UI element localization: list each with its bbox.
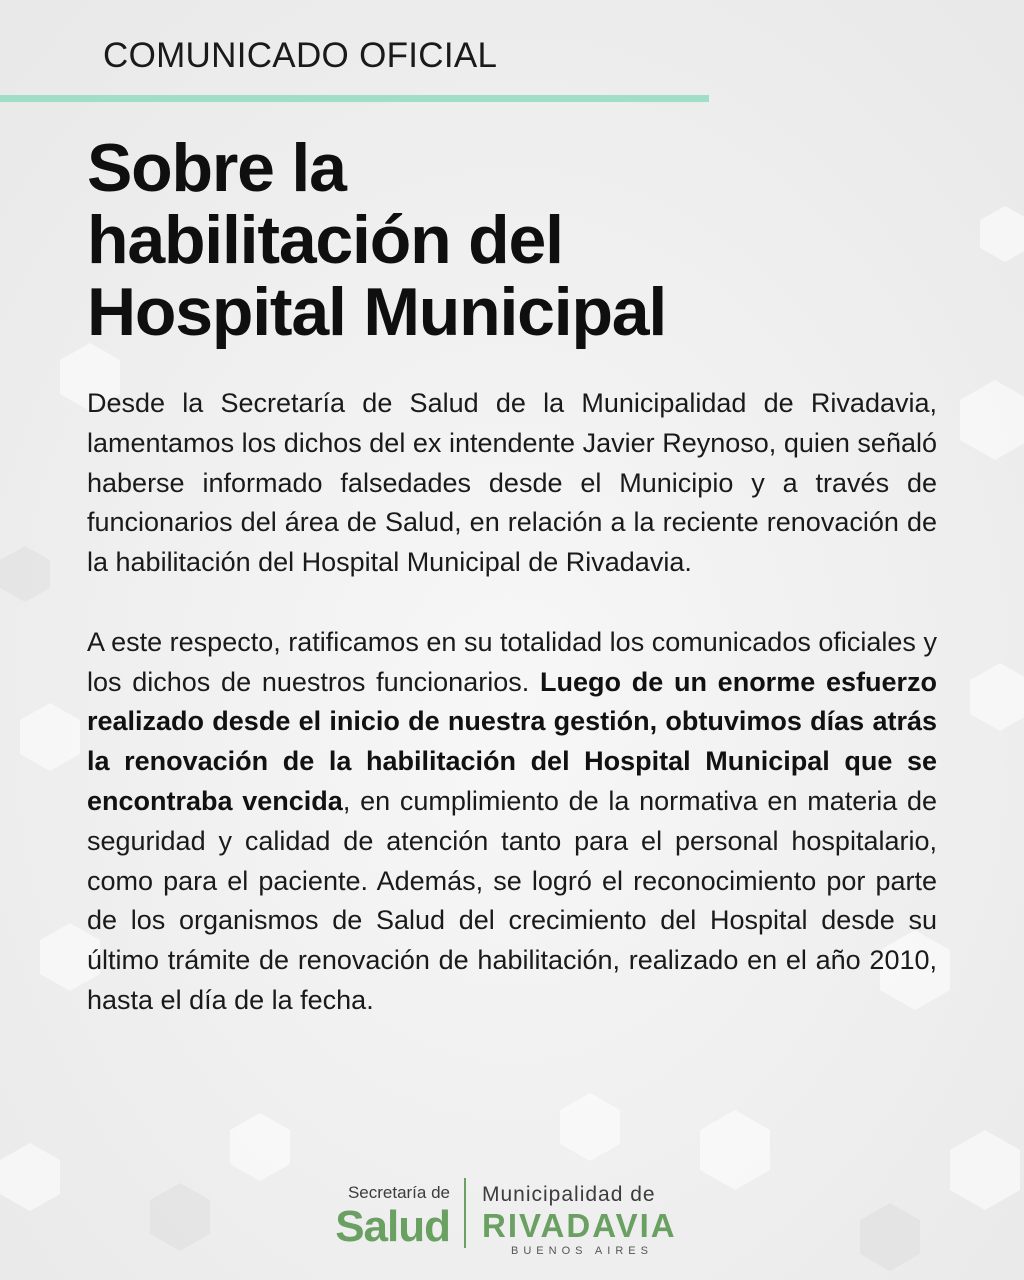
buenos-aires-label: BUENOS AIRES xyxy=(511,1245,653,1257)
footer-logos xyxy=(0,1176,1024,1256)
municipalidad-label: Municipalidad de xyxy=(482,1183,656,1206)
salud-label: Salud xyxy=(335,1202,450,1251)
statement-body xyxy=(87,384,937,1021)
title-line-1: Sobre la xyxy=(87,130,346,206)
paragraph-2-rest: , en cumplimiento de la normativa en materia de seguridad y calidad de atención tanto para el personal hospitalario, como para el paciente. Además, se logró el reconocimiento por parte de los organismos de Salud del crecimiento del Hospital desde su último trámite de renovación de habilitación, realizado en el año 2010, hasta el día de la fecha. xyxy=(87,785,937,1015)
title-line-2: habilitación del xyxy=(87,202,563,278)
page-title xyxy=(87,132,947,348)
logo-divider xyxy=(464,1178,466,1248)
paragraph-2-bold: Luego de un enorme esfuerzo realizado desde el inicio de nuestra gestión, obtuvimos días atrás la renovación de la habilitación del Hospital Municipal que se encontraba vencida xyxy=(87,666,937,816)
paragraph-2 xyxy=(87,623,937,1021)
title-line-3: Hospital Municipal xyxy=(87,274,667,350)
header-label: COMUNICADO OFICIAL xyxy=(103,36,498,75)
municipalidad-logo xyxy=(482,1182,722,1258)
paragraph-2-intro: A este respecto, ratificamos en su totalidad los comunicados oficiales y los dichos de nuestros funcionarios. xyxy=(87,626,937,697)
rivadavia-label: RIVADAVIA xyxy=(482,1207,677,1244)
secretaria-salud-logo xyxy=(300,1182,450,1250)
accent-divider xyxy=(0,95,709,102)
paragraph-1: Desde la Secretaría de Salud de la Municipalidad de Rivadavia, lamentamos los dichos del ex intendente Javier Reynoso, quien señaló haberse informado falsedades desde el Municipio y a través de funcionarios del área de Salud, en relación a la reciente renovación de la habilitación del Hospital Municipal de Rivadavia. xyxy=(87,388,937,578)
secretaria-label: Secretaría de xyxy=(347,1183,450,1202)
